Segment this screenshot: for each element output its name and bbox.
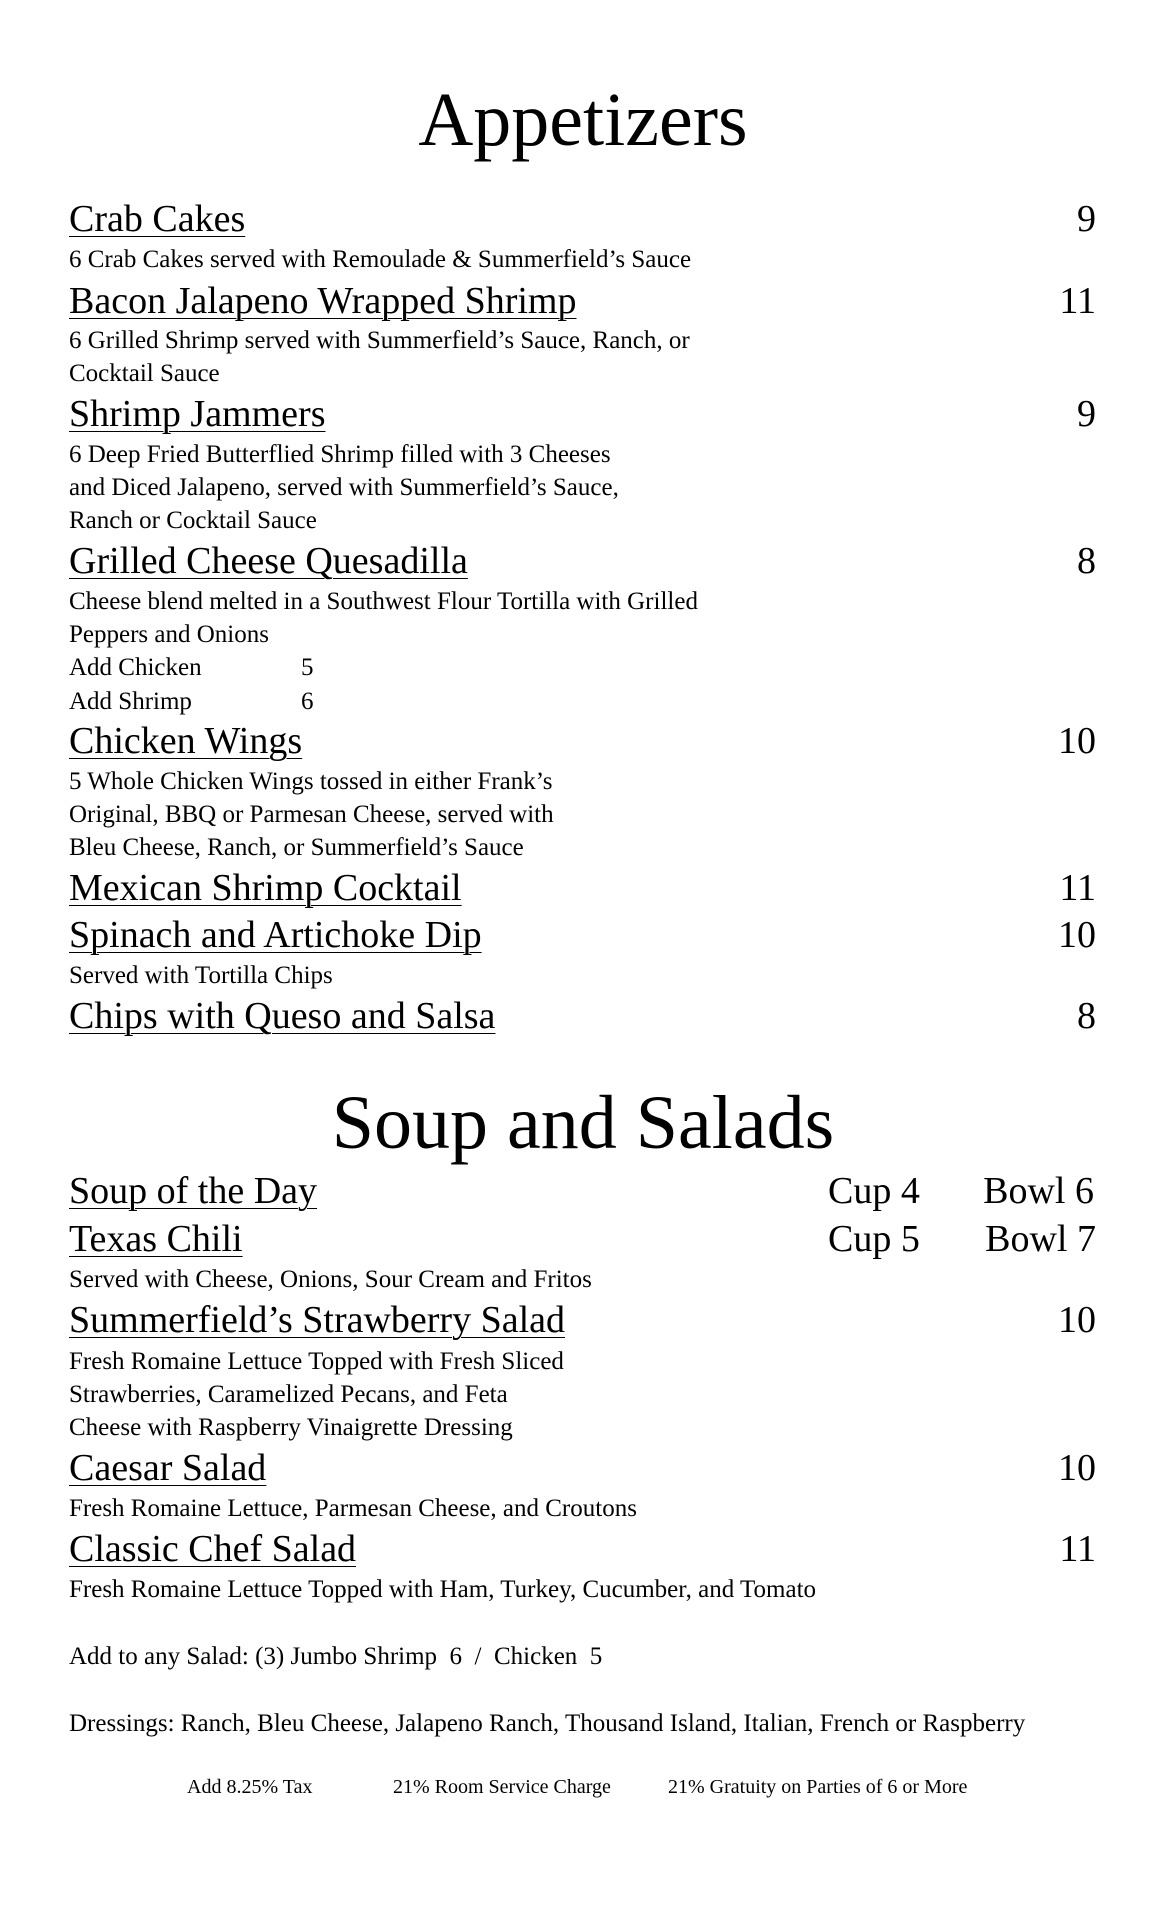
item-name-crab-cakes: Crab Cakes xyxy=(69,198,246,240)
footer-tax: Add 8.25% Tax xyxy=(187,1776,313,1798)
item-desc: Fresh Romaine Lettuce Topped with Fresh Sliced xyxy=(69,1348,564,1375)
item-desc: Original, BBQ or Parmesan Cheese, served with xyxy=(69,801,554,828)
item-desc: 5 Whole Chicken Wings tossed in either Frank’s xyxy=(69,768,553,795)
item-name-mexican-shrimp-cocktail: Mexican Shrimp Cocktail xyxy=(69,867,462,909)
item-price-bacon-jalapeno-shrimp: 11 xyxy=(1059,280,1096,322)
item-price-spinach-artichoke-dip: 10 xyxy=(1058,914,1096,956)
soups-salads-title: Soup and Salads xyxy=(331,1081,835,1165)
item-name-chicken-wings: Chicken Wings xyxy=(69,720,303,762)
item-name-bacon-jalapeno-shrimp: Bacon Jalapeno Wrapped Shrimp xyxy=(69,280,577,322)
item-price-cup: Cup 5 xyxy=(828,1218,920,1260)
item-desc: Served with Tortilla Chips xyxy=(69,962,333,989)
item-desc: Bleu Cheese, Ranch, or Summerfield’s Sauce xyxy=(69,834,524,861)
addon-label: Add Chicken xyxy=(69,654,202,681)
item-desc: and Diced Jalapeno, served with Summerfield’s Sauce, xyxy=(69,474,619,501)
item-price-mexican-shrimp-cocktail: 11 xyxy=(1059,867,1096,909)
footer-gratuity: 21% Gratuity on Parties of 6 or More xyxy=(668,1776,968,1798)
item-desc: 6 Grilled Shrimp served with Summerfield’s Sauce, Ranch, or xyxy=(69,327,690,354)
item-desc: 6 Crab Cakes served with Remoulade & Summerfield’s Sauce xyxy=(69,246,692,273)
item-name-chips-queso-salsa: Chips with Queso and Salsa xyxy=(69,995,496,1037)
item-desc: Ranch or Cocktail Sauce xyxy=(69,507,317,534)
item-price-caesar-salad: 10 xyxy=(1058,1447,1096,1489)
item-name-grilled-cheese-quesadilla: Grilled Cheese Quesadilla xyxy=(69,540,468,582)
item-desc: Fresh Romaine Lettuce Topped with Ham, Turkey, Cucumber, and Tomato xyxy=(69,1576,817,1603)
item-price-crab-cakes: 9 xyxy=(1077,198,1096,240)
item-desc: Cheese with Raspberry Vinaigrette Dressing xyxy=(69,1414,513,1441)
addon-label: Add Shrimp xyxy=(69,688,192,715)
item-price-bowl: Bowl 6 xyxy=(983,1170,1094,1212)
appetizers-title: Appetizers xyxy=(418,78,748,162)
footer-room-service: 21% Room Service Charge xyxy=(393,1776,611,1798)
dressings-note: Dressings: Ranch, Bleu Cheese, Jalapeno Ranch, Thousand Island, Italian, French or Raspberry xyxy=(69,1710,1026,1737)
item-desc: Fresh Romaine Lettuce, Parmesan Cheese, and Croutons xyxy=(69,1495,637,1522)
item-price-cup: Cup 4 xyxy=(828,1170,920,1212)
item-desc: Cheese blend melted in a Southwest Flour Tortilla with Grilled xyxy=(69,588,698,615)
item-price-classic-chef-salad: 11 xyxy=(1059,1528,1096,1570)
item-desc: Served with Cheese, Onions, Sour Cream and Fritos xyxy=(69,1266,592,1293)
item-desc: Cocktail Sauce xyxy=(69,360,220,387)
addon-price: 5 xyxy=(301,654,314,681)
item-name-spinach-artichoke-dip: Spinach and Artichoke Dip xyxy=(69,914,482,956)
item-name-shrimp-jammers: Shrimp Jammers xyxy=(69,393,326,435)
item-price-grilled-cheese-quesadilla: 8 xyxy=(1077,540,1096,582)
addon-price: 6 xyxy=(301,688,314,715)
item-price-shrimp-jammers: 9 xyxy=(1077,393,1096,435)
item-price-bowl: Bowl 7 xyxy=(985,1218,1096,1260)
item-name-strawberry-salad: Summerfield’s Strawberry Salad xyxy=(69,1299,566,1341)
item-price-strawberry-salad: 10 xyxy=(1058,1299,1096,1341)
item-name-caesar-salad: Caesar Salad xyxy=(69,1447,267,1489)
item-desc: 6 Deep Fried Butterflied Shrimp filled with 3 Cheeses xyxy=(69,441,611,468)
item-name-soup-of-the-day: Soup of the Day xyxy=(69,1170,318,1212)
item-name-texas-chili: Texas Chili xyxy=(69,1218,243,1260)
item-desc: Strawberries, Caramelized Pecans, and Feta xyxy=(69,1381,508,1408)
item-price-chips-queso-salsa: 8 xyxy=(1077,995,1096,1037)
salad-add-note: Add to any Salad: (3) Jumbo Shrimp 6 / Chicken 5 xyxy=(69,1643,603,1670)
item-name-classic-chef-salad: Classic Chef Salad xyxy=(69,1528,357,1570)
item-price-chicken-wings: 10 xyxy=(1058,720,1096,762)
item-desc: Peppers and Onions xyxy=(69,621,269,648)
